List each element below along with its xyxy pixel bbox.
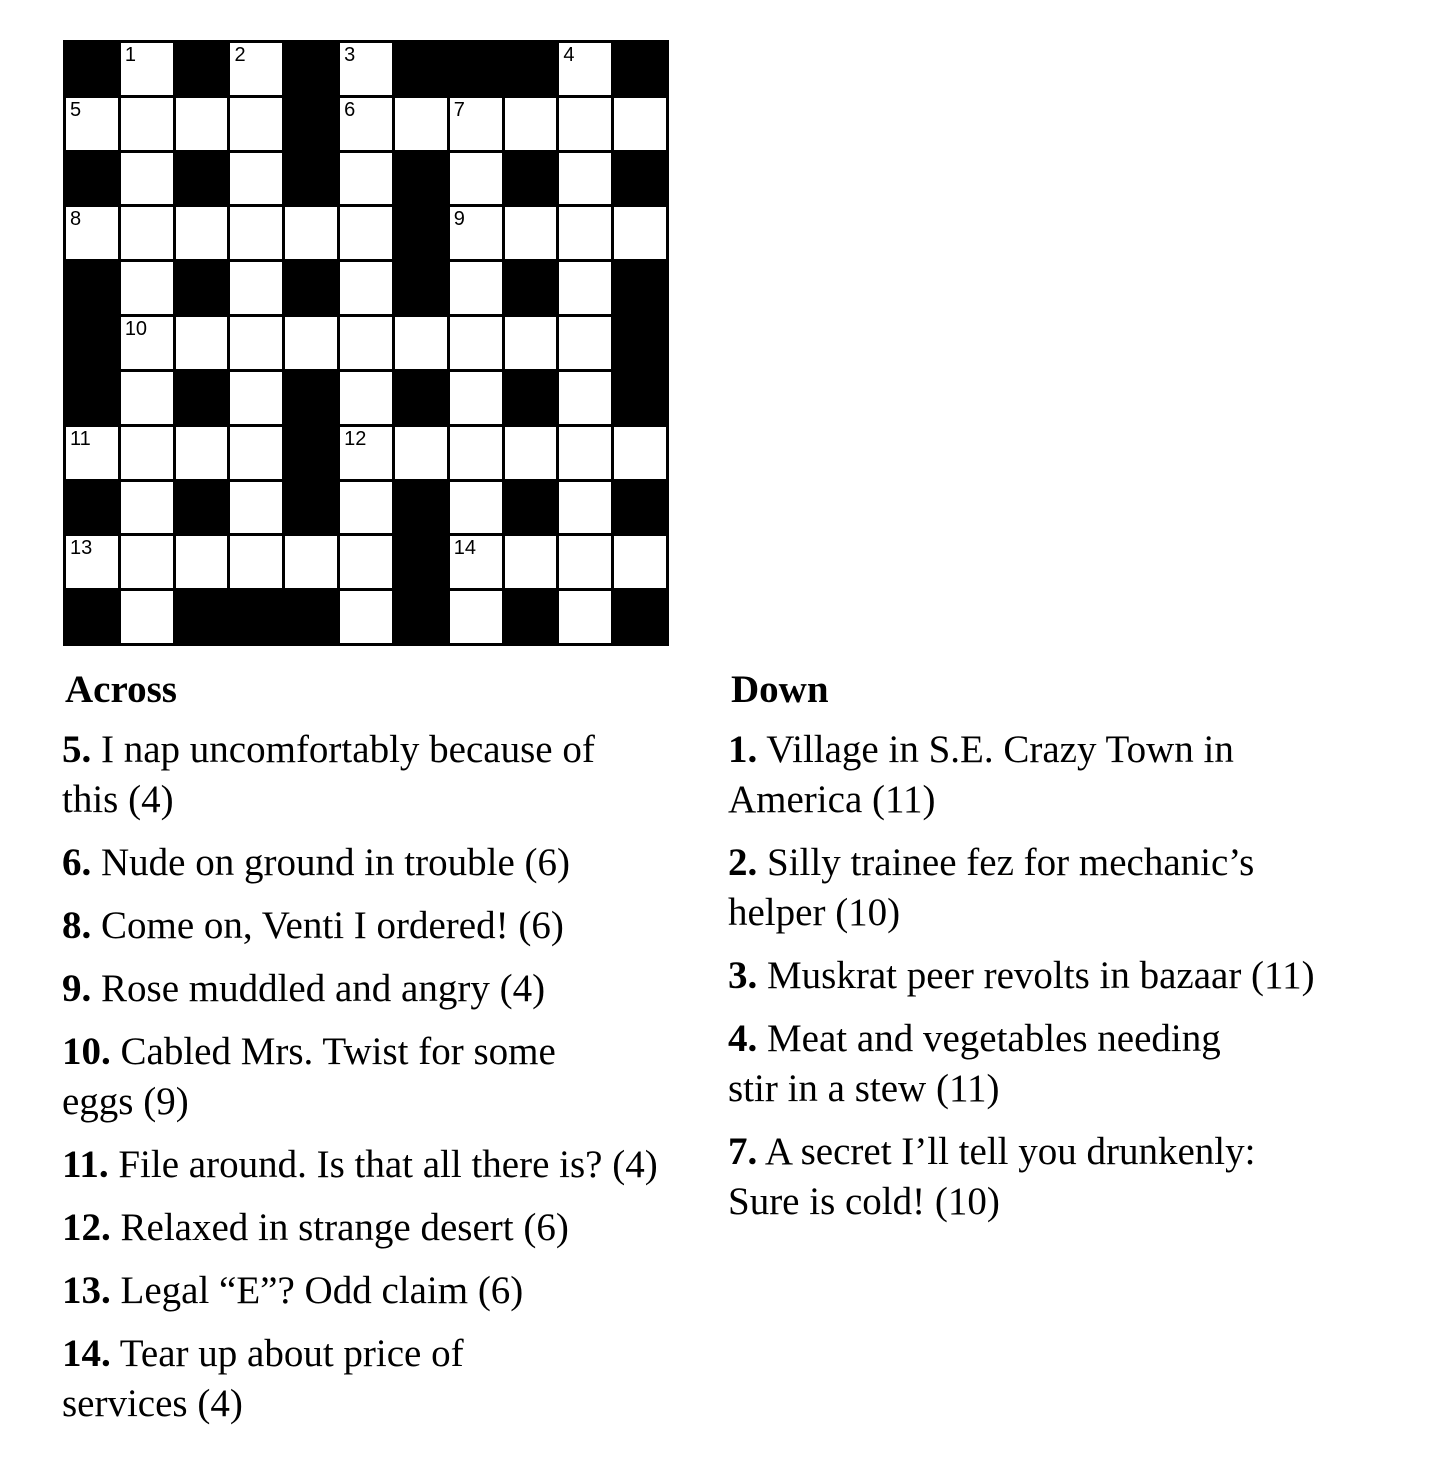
grid-cell-white-r6c6[interactable] [340, 317, 392, 369]
clue-number: 9. [62, 967, 92, 1010]
grid-cell-black-r11c7 [395, 591, 447, 643]
grid-cell-black-r3c3 [176, 153, 228, 205]
grid-cell-white-r10c8[interactable] [450, 536, 502, 588]
grid-cell-black-r4c7 [395, 207, 447, 259]
grid-cell-white-r4c4[interactable] [230, 207, 282, 259]
grid-cell-white-r5c2[interactable] [121, 262, 173, 314]
across-clue-11: 11. File around. Is that all there is? (4) [62, 1143, 658, 1186]
grid-cell-black-r3c7 [395, 153, 447, 205]
grid-cell-white-r7c6[interactable] [340, 372, 392, 424]
cell-number-13: 13 [70, 537, 93, 560]
grid-cell-black-r5c7 [395, 262, 447, 314]
clue-number: 11. [62, 1143, 109, 1186]
down-clue-list [728, 725, 1408, 1227]
grid-cell-black-r9c1 [66, 482, 118, 534]
grid-cell-white-r2c6[interactable] [340, 98, 392, 150]
clue-number: 6. [62, 841, 92, 884]
grid-cell-white-r4c2[interactable] [121, 207, 173, 259]
grid-cell-black-r9c3 [176, 482, 228, 534]
clue-number: 10. [62, 1030, 111, 1073]
grid-cell-black-r1c8 [450, 43, 502, 95]
grid-cell-white-r8c4[interactable] [230, 427, 282, 479]
across-clue-13: 13. Legal “E”? Odd claim (6) [62, 1269, 524, 1312]
clue-number: 3. [728, 954, 758, 997]
grid-cell-white-r4c10[interactable] [559, 207, 611, 259]
grid-cell-white-r3c10[interactable] [559, 153, 611, 205]
clue-number: 12. [62, 1206, 111, 1249]
cell-number-14: 14 [453, 537, 476, 560]
grid-cell-white-r11c6[interactable] [340, 591, 392, 643]
clue-number: 2. [728, 841, 758, 884]
grid-cell-black-r1c3 [176, 43, 228, 95]
grid-cell-white-r9c6[interactable] [340, 482, 392, 534]
grid-cell-white-r9c10[interactable] [559, 482, 611, 534]
down-clue-2: 2. Silly trainee fez for mechanic’s helper (10) [728, 841, 1255, 934]
grid-cell-white-r7c2[interactable] [121, 372, 173, 424]
across-clue-list [62, 725, 712, 1429]
grid-cell-white-r10c11[interactable] [614, 536, 666, 588]
grid-cell-white-r4c8[interactable] [450, 207, 502, 259]
grid-cell-black-r2c5 [285, 98, 337, 150]
grid-cell-white-r9c2[interactable] [121, 482, 173, 534]
grid-cell-white-r3c4[interactable] [230, 153, 282, 205]
grid-cell-white-r10c10[interactable] [559, 536, 611, 588]
across-clues-section [62, 668, 712, 1442]
grid-cell-white-r2c3[interactable] [176, 98, 228, 150]
grid-cell-white-r8c7[interactable] [395, 427, 447, 479]
grid-cell-black-r7c3 [176, 372, 228, 424]
cell-number-5: 5 [70, 98, 82, 121]
down-heading: Down [731, 668, 829, 711]
grid-cell-white-r7c4[interactable] [230, 372, 282, 424]
grid-cell-white-r8c10[interactable] [559, 427, 611, 479]
down-clue-3: 3. Muskrat peer revolts in bazaar (11) [728, 954, 1315, 997]
grid-cell-white-r2c8[interactable] [450, 98, 502, 150]
grid-cell-white-r2c7[interactable] [395, 98, 447, 150]
across-clue-9: 9. Rose muddled and angry (4) [62, 967, 546, 1010]
grid-cell-black-r1c9 [505, 43, 557, 95]
down-clue-7: 7. A secret I’ll tell you drunkenly: Sure is cold! (10) [728, 1130, 1256, 1223]
grid-cell-white-r9c4[interactable] [230, 482, 282, 534]
grid-cell-black-r11c11 [614, 591, 666, 643]
grid-cell-white-r4c11[interactable] [614, 207, 666, 259]
grid-cell-white-r1c10[interactable] [559, 43, 611, 95]
grid-cell-black-r11c9 [505, 591, 557, 643]
grid-cell-white-r6c3[interactable] [176, 317, 228, 369]
grid-cell-white-r10c3[interactable] [176, 536, 228, 588]
across-clue-5: 5. I nap uncomfortably because of this (4) [62, 728, 595, 821]
grid-cell-white-r10c4[interactable] [230, 536, 282, 588]
grid-cell-white-r2c1[interactable] [66, 98, 118, 150]
grid-cell-white-r6c4[interactable] [230, 317, 282, 369]
grid-cell-black-r8c5 [285, 427, 337, 479]
grid-cell-white-r2c9[interactable] [505, 98, 557, 150]
across-clue-10: 10. Cabled Mrs. Twist for some eggs (9) [62, 1030, 556, 1123]
grid-cell-black-r6c11 [614, 317, 666, 369]
cell-number-3: 3 [344, 44, 356, 66]
grid-cell-white-r6c2[interactable] [121, 317, 173, 369]
grid-cell-white-r2c10[interactable] [559, 98, 611, 150]
grid-cell-white-r9c8[interactable] [450, 482, 502, 534]
across-clue-12: 12. Relaxed in strange desert (6) [62, 1206, 569, 1249]
grid-cell-white-r8c1[interactable] [66, 427, 118, 479]
grid-cell-black-r3c5 [285, 153, 337, 205]
grid-cell-white-r5c8[interactable] [450, 262, 502, 314]
cell-number-10: 10 [124, 318, 148, 341]
grid-cell-black-r11c5 [285, 591, 337, 643]
grid-cell-black-r7c1 [66, 372, 118, 424]
grid-cell-black-r7c5 [285, 372, 337, 424]
grid-cell-white-r6c8[interactable] [450, 317, 502, 369]
cell-number-6: 6 [344, 98, 356, 121]
grid-cell-white-r2c4[interactable] [230, 98, 282, 150]
grid-cell-white-r10c5[interactable] [285, 536, 337, 588]
cell-number-11: 11 [70, 427, 91, 450]
grid-cell-black-r5c11 [614, 262, 666, 314]
grid-cell-white-r6c10[interactable] [559, 317, 611, 369]
grid-cell-white-r4c6[interactable] [340, 207, 392, 259]
grid-cell-white-r5c4[interactable] [230, 262, 282, 314]
grid-cell-white-r8c9[interactable] [505, 427, 557, 479]
grid-cell-white-r11c8[interactable] [450, 591, 502, 643]
grid-cell-black-r9c5 [285, 482, 337, 534]
grid-cell-black-r9c7 [395, 482, 447, 534]
clue-number: 1. [728, 728, 758, 771]
grid-cell-white-r6c7[interactable] [395, 317, 447, 369]
grid-cell-white-r10c1[interactable] [66, 536, 118, 588]
grid-cell-black-r9c9 [505, 482, 557, 534]
grid-cell-white-r3c2[interactable] [121, 153, 173, 205]
grid-cell-white-r2c2[interactable] [121, 98, 173, 150]
grid-cell-black-r7c11 [614, 372, 666, 424]
grid-cell-white-r8c6[interactable] [340, 427, 392, 479]
grid-cell-white-r11c10[interactable] [559, 591, 611, 643]
clue-number: 14. [62, 1332, 111, 1375]
grid-cell-white-r8c11[interactable] [614, 427, 666, 479]
grid-cell-black-r1c11 [614, 43, 666, 95]
grid-cell-white-r8c3[interactable] [176, 427, 228, 479]
across-heading: Across [65, 668, 177, 711]
grid-cell-white-r10c6[interactable] [340, 536, 392, 588]
cell-number-1: 1 [124, 44, 136, 66]
grid-cell-black-r3c9 [505, 153, 557, 205]
grid-cell-white-r4c9[interactable] [505, 207, 557, 259]
cell-number-8: 8 [70, 208, 82, 231]
grid-cell-white-r4c5[interactable] [285, 207, 337, 259]
grid-cell-black-r7c9 [505, 372, 557, 424]
grid-cell-white-r3c8[interactable] [450, 153, 502, 205]
cell-number-2: 2 [234, 44, 246, 66]
clue-number: 5. [62, 728, 92, 771]
grid-cell-white-r5c6[interactable] [340, 262, 392, 314]
grid-cell-white-r11c2[interactable] [121, 591, 173, 643]
clue-number: 13. [62, 1269, 111, 1312]
clue-number: 4. [728, 1017, 758, 1060]
clue-number: 7. [728, 1130, 758, 1173]
grid-cell-black-r1c7 [395, 43, 447, 95]
grid-cell-white-r4c3[interactable] [176, 207, 228, 259]
grid-cell-white-r10c2[interactable] [121, 536, 173, 588]
grid-cell-white-r3c6[interactable] [340, 153, 392, 205]
down-clue-1: 1. Village in S.E. Crazy Town in America (11) [728, 728, 1234, 821]
grid-cell-black-r1c5 [285, 43, 337, 95]
grid-cell-black-r3c11 [614, 153, 666, 205]
down-clues-section [728, 668, 1408, 1240]
grid-cell-black-r11c1 [66, 591, 118, 643]
down-clue-4: 4. Meat and vegetables needing stir in a stew (11) [728, 1017, 1221, 1110]
grid-cell-white-r8c2[interactable] [121, 427, 173, 479]
grid-cell-white-r1c4[interactable] [230, 43, 282, 95]
grid-cell-black-r3c1 [66, 153, 118, 205]
cell-number-4: 4 [563, 44, 575, 66]
clue-number: 8. [62, 904, 92, 947]
grid-cell-white-r2c11[interactable] [614, 98, 666, 150]
grid-cell-white-r10c9[interactable] [505, 536, 557, 588]
grid-cell-black-r5c3 [176, 262, 228, 314]
grid-cell-black-r9c11 [614, 482, 666, 534]
grid-cell-black-r5c5 [285, 262, 337, 314]
grid-cell-black-r7c7 [395, 372, 447, 424]
grid-cell-white-r8c8[interactable] [450, 427, 502, 479]
grid-cell-black-r11c3 [176, 591, 228, 643]
grid-cell-white-r7c10[interactable] [559, 372, 611, 424]
grid-cell-white-r7c8[interactable] [450, 372, 502, 424]
grid-cell-white-r5c10[interactable] [559, 262, 611, 314]
grid-cell-black-r6c1 [66, 317, 118, 369]
grid-cell-black-r5c9 [505, 262, 557, 314]
cell-number-12: 12 [344, 427, 367, 450]
grid-cell-white-r6c9[interactable] [505, 317, 557, 369]
across-clue-14: 14. Tear up about price of services (4) [62, 1332, 464, 1425]
cell-number-7: 7 [453, 98, 465, 121]
crossword-grid [63, 40, 669, 646]
cell-number-9: 9 [453, 208, 465, 231]
across-clue-8: 8. Come on, Venti I ordered! (6) [62, 904, 564, 947]
grid-cell-black-r5c1 [66, 262, 118, 314]
grid-cell-white-r1c6[interactable] [340, 43, 392, 95]
grid-cell-black-r1c1 [66, 43, 118, 95]
grid-cell-white-r1c2[interactable] [121, 43, 173, 95]
across-clue-6: 6. Nude on ground in trouble (6) [62, 841, 570, 884]
grid-cell-white-r4c1[interactable] [66, 207, 118, 259]
grid-cell-white-r6c5[interactable] [285, 317, 337, 369]
grid-cell-black-r10c7 [395, 536, 447, 588]
grid-cell-black-r11c4 [230, 591, 282, 643]
